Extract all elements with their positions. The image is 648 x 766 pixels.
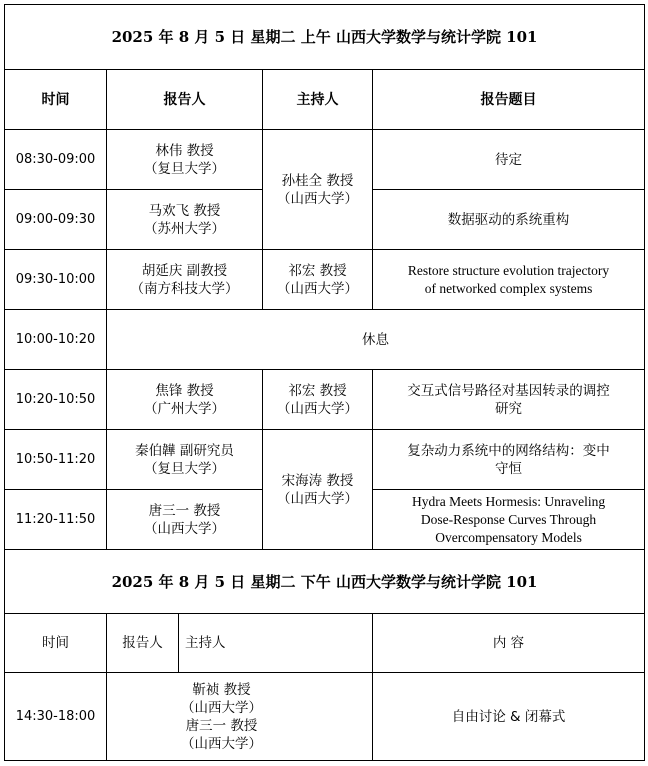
break-row <box>5 310 645 370</box>
morning-title-row <box>5 5 645 70</box>
time-cell: 11:20-11:50 <box>5 490 107 550</box>
speaker-name: 秦伯韡 副研究员 <box>135 442 234 459</box>
speaker-name: 唐三一 教授 <box>148 502 221 519</box>
schedule-table <box>4 4 645 761</box>
host-name: 祁宏 教授 <box>288 382 347 399</box>
topic-line: 交互式信号路径对基因转录的调控 <box>407 382 610 399</box>
speaker-name: 唐三一 教授 <box>185 717 258 734</box>
speaker-affiliation: （复旦大学） <box>144 460 225 477</box>
speaker-affiliation: （广州大学） <box>144 400 225 417</box>
speaker-affiliation: （复旦大学） <box>144 160 225 177</box>
morning-title: 2025 年 8 月 5 日 星期二 上午 山西大学数学与统计学院 101 <box>5 5 645 70</box>
speaker-cell <box>107 430 263 490</box>
speaker-cell <box>107 130 263 190</box>
speaker-name: 马欢飞 教授 <box>148 202 221 219</box>
topic-line: of networked complex systems <box>424 280 593 296</box>
table-row <box>5 430 645 490</box>
speaker-cell <box>107 490 263 550</box>
time-cell: 09:30-10:00 <box>5 250 107 310</box>
afternoon-header-row <box>5 614 645 673</box>
header-time: 时间 <box>5 70 107 130</box>
topic-line: Restore structure evolution trajectory <box>407 262 610 278</box>
host-name: 宋海涛 教授 <box>281 472 354 489</box>
speaker-cell <box>107 190 263 250</box>
topic-cell <box>373 370 645 430</box>
topic-line: Hydra Meets Hormesis: Unraveling <box>411 493 606 509</box>
host-cell <box>263 370 373 430</box>
table-row <box>5 250 645 310</box>
host-affiliation: （山西大学） <box>277 400 358 417</box>
afternoon-title-row <box>5 550 645 614</box>
speaker-name: 焦锋 教授 <box>155 382 214 399</box>
host-name: 孙桂全 教授 <box>281 172 354 189</box>
time-cell: 14:30-18:00 <box>5 673 107 761</box>
topic-line: 复杂动力系统中的网络结构：变中 <box>407 442 610 459</box>
header-speaker: 报告人 <box>107 614 179 673</box>
speaker-name: 靳祯 教授 <box>192 681 251 698</box>
speaker-cell <box>107 370 263 430</box>
header-time: 时间 <box>5 614 107 673</box>
topic-line: 研究 <box>495 400 523 417</box>
host-affiliation: （山西大学） <box>277 490 358 507</box>
table-row <box>5 130 645 190</box>
speaker-affiliation: （山西大学） <box>144 520 225 537</box>
table-row <box>5 673 645 761</box>
speaker-cell <box>107 673 373 761</box>
topic-line: Dose-Response Curves Through <box>420 511 597 527</box>
host-affiliation: （山西大学） <box>277 190 358 207</box>
time-cell: 09:00-09:30 <box>5 190 107 250</box>
table-row <box>5 370 645 430</box>
topic-line: 守恒 <box>495 460 523 477</box>
speaker-affiliation: （山西大学） <box>181 699 262 716</box>
topic-cell: 待定 <box>373 130 645 190</box>
topic-line: Overcompensatory Models <box>435 529 582 545</box>
time-cell: 10:00-10:20 <box>5 310 107 370</box>
header-host: 主持人 <box>179 614 373 673</box>
host-cell <box>263 250 373 310</box>
content-cell: 自由讨论 & 闭幕式 <box>373 673 645 761</box>
speaker-cell <box>107 250 263 310</box>
header-content: 内 容 <box>373 614 645 673</box>
speaker-affiliation: （苏州大学） <box>144 220 225 237</box>
speaker-name: 林伟 教授 <box>155 142 214 159</box>
topic-cell: 数据驱动的系统重构 <box>373 190 645 250</box>
time-cell: 08:30-09:00 <box>5 130 107 190</box>
host-cell <box>263 430 373 550</box>
speaker-affiliation: （山西大学） <box>181 735 262 752</box>
header-topic: 报告题目 <box>373 70 645 130</box>
time-cell: 10:50-11:20 <box>5 430 107 490</box>
topic-cell <box>373 490 645 550</box>
header-speaker: 报告人 <box>107 70 263 130</box>
afternoon-title: 2025 年 8 月 5 日 星期二 下午 山西大学数学与统计学院 101 <box>5 550 645 614</box>
topic-cell <box>373 250 645 310</box>
host-affiliation: （山西大学） <box>277 280 358 297</box>
speaker-name: 胡延庆 副教授 <box>141 262 228 279</box>
morning-header-row <box>5 70 645 130</box>
break-label: 休息 <box>107 310 645 370</box>
time-cell: 10:20-10:50 <box>5 370 107 430</box>
topic-cell <box>373 430 645 490</box>
host-cell <box>263 130 373 250</box>
host-name: 祁宏 教授 <box>288 262 347 279</box>
speaker-affiliation: （南方科技大学） <box>130 280 239 297</box>
header-host: 主持人 <box>263 70 373 130</box>
